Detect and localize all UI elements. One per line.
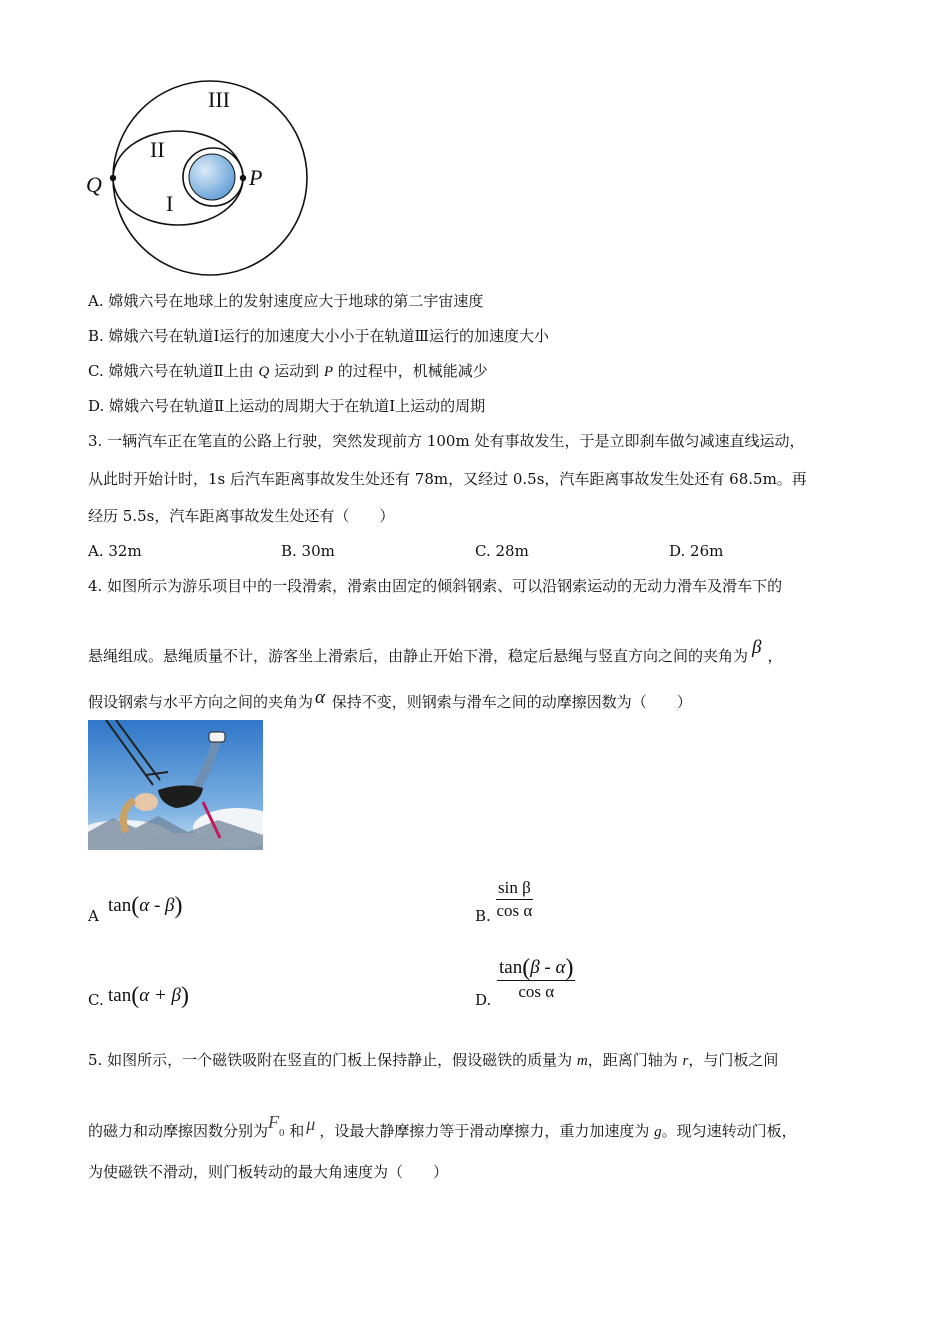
q4-option-d-lparen: (	[522, 955, 531, 981]
q3-line-2: 从此时开始计时，1s 后汽车距离事故发生处还有 78m，又经过 0.5s，汽车距离事故发生处还有 68.5m。再	[88, 470, 807, 488]
q4-line-1: 4. 如图所示为游乐项目中的一段滑索，滑索由固定的倾斜钢索、可以沿钢索运动的无动力滑车及滑车下的	[88, 577, 783, 595]
q3-option-c: C. 28m	[475, 542, 529, 560]
label-P: P	[249, 165, 263, 190]
q4-option-d-denominator: cos α	[518, 982, 555, 1001]
q4-option-a-label: A	[88, 907, 99, 925]
q4-option-c-tan: tan	[108, 985, 132, 1006]
q2-c-post: 的过程中，机械能减少	[333, 362, 488, 380]
q4-alpha-symbol: α	[315, 687, 325, 708]
orbit-diagram	[80, 75, 320, 280]
q2-c-pre: C. 嫦娥六号在轨道Ⅱ上由	[88, 362, 259, 380]
q4-option-b-denominator: cos α	[496, 901, 533, 920]
q5-force-subscript: 0	[279, 1127, 285, 1139]
q3-line-1: 3. 一辆汽车正在笔直的公路上行驶，突然发现前方 100m 处有事故发生，于是立即刹车做匀减速直线运动，	[88, 432, 805, 450]
q5-line-2-and: 和	[284, 1122, 305, 1140]
label-III: III	[208, 87, 230, 112]
q5-mass-symbol: m	[576, 1053, 588, 1069]
label-II: II	[150, 137, 165, 162]
q5-line-2-post: 。现匀速转动门板，	[661, 1122, 797, 1140]
q5-line-1-pre: 5. 如图所示，一个磁铁吸附在竖直的门板上保持静止，假设磁铁的质量为	[88, 1051, 577, 1069]
q4-option-c-rparen: )	[180, 983, 189, 1009]
q4-option-a-lparen: (	[131, 893, 140, 919]
q4-option-d-fraction	[497, 955, 575, 1002]
q5-line-1-mid: ，距离门轴为	[587, 1051, 683, 1069]
q4-option-c-label: C.	[88, 991, 104, 1009]
earth	[189, 154, 235, 200]
q5-line-2-pre: 的磁力和动摩擦因数分别为	[88, 1122, 269, 1140]
point-P	[240, 175, 246, 181]
q4-option-a-formula	[108, 892, 182, 920]
q4-option-d-tan: tan	[499, 957, 523, 978]
q4-option-d-label: D.	[475, 991, 492, 1009]
q4-option-a-expr: α - β	[139, 895, 175, 916]
q2-c-q: Q	[258, 364, 270, 380]
q2-option-c	[88, 361, 488, 382]
zipline-photo	[88, 720, 263, 850]
q3-line-3: 经历 5.5s，汽车距离事故发生处还有（ ）	[88, 507, 395, 525]
q4-beta-symbol: β	[752, 637, 762, 658]
q4-line-3-post: 保持不变，则钢索与滑车之间的动摩擦因数为（ ）	[327, 693, 692, 711]
q4-option-c-expr: α + β	[139, 985, 181, 1006]
q4-line-3-pre: 假设钢索与水平方向之间的夹角为	[88, 693, 314, 711]
label-Q: Q	[86, 172, 102, 197]
q4-option-d-formula	[497, 955, 575, 1002]
q4-option-a-rparen: )	[174, 893, 183, 919]
q2-option-b: B. 嫦娥六号在轨道Ⅰ运行的加速度大小小于在轨道Ⅲ运行的加速度大小	[88, 327, 549, 345]
q3-option-a: A. 32m	[88, 542, 142, 560]
q4-option-a-tan: tan	[108, 895, 132, 916]
q5-mu-symbol: μ	[306, 1114, 316, 1134]
q4-option-c-lparen: (	[131, 983, 140, 1009]
q4-option-d-numerator	[497, 955, 575, 981]
q5-line-3: 为使磁铁不滑动，则门板转动的最大角速度为（ ）	[88, 1163, 449, 1181]
q4-option-b-formula	[496, 878, 533, 921]
q5-force-symbol: F	[268, 1112, 280, 1132]
q4-option-d-rparen: )	[565, 955, 574, 981]
q4-line-2	[88, 638, 783, 666]
q4-line-3	[88, 688, 692, 712]
q4-line-2-text: 悬绳组成。悬绳质量不计，游客坐上滑索后，由静止开始下滑，稳定后悬绳与竖直方向之间的夹角为	[88, 647, 749, 665]
label-I: I	[166, 191, 174, 216]
q4-option-c-formula	[108, 982, 189, 1010]
q5-line-2-mid: ，设最大静摩擦力等于滑动摩擦力，重力加速度为	[319, 1122, 655, 1140]
q5-line-1	[88, 1050, 778, 1071]
q4-option-b-label: B.	[475, 907, 491, 925]
q5-line-1-post: ，与门板之间	[688, 1051, 779, 1069]
q2-c-mid: 运动到	[269, 362, 324, 380]
q4-option-d-expr: β - α	[530, 957, 566, 978]
q4-option-b-numerator: sin β	[496, 878, 533, 900]
q2-c-p: P	[323, 364, 334, 380]
q2-option-d: D. 嫦娥六号在轨道Ⅱ上运动的周期大于在轨道Ⅰ上运动的周期	[88, 397, 486, 415]
q4-line-2-end: ，	[767, 647, 783, 665]
q4-option-b-fraction	[496, 878, 533, 921]
q3-option-b: B. 30m	[281, 542, 335, 560]
q2-option-a: A. 嫦娥六号在地球上的发射速度应大于地球的第二宇宙速度	[88, 292, 484, 310]
q5-radius-symbol: r	[682, 1053, 689, 1069]
q3-option-d: D. 26m	[669, 542, 724, 560]
point-Q	[110, 175, 116, 181]
q5-gravity-symbol: g	[654, 1124, 662, 1140]
q5-line-2	[88, 1112, 797, 1143]
